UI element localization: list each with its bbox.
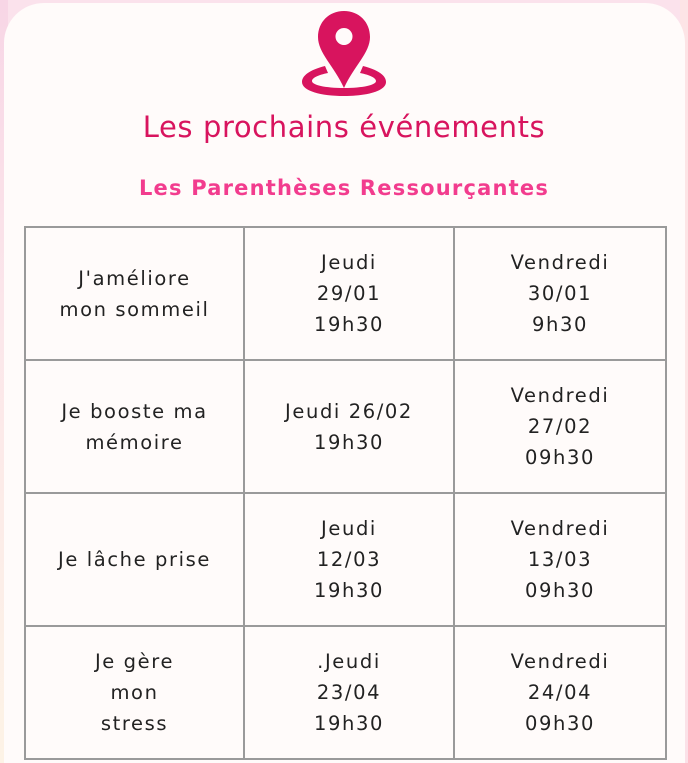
table-row xyxy=(25,493,666,626)
session-day: Vendredi xyxy=(510,650,610,673)
event-topic: J'améliore xyxy=(78,266,191,290)
event-topic: Je lâche prise xyxy=(58,548,211,571)
table-row xyxy=(25,626,666,759)
session-day-date: Jeudi 26/02 xyxy=(285,399,413,423)
session-date: 13/03 xyxy=(527,548,593,571)
session-cell-friday xyxy=(454,493,666,626)
events-table xyxy=(24,226,667,760)
session-cell-thursday xyxy=(244,626,454,759)
section-subtitle: Les Parenthèses Ressourçantes xyxy=(138,176,550,200)
session-time: 9h30 xyxy=(532,313,588,336)
event-topic-cell xyxy=(25,493,244,626)
event-topic: Je booste ma xyxy=(61,399,208,423)
event-topic: mon sommeil xyxy=(59,297,210,321)
map-pin-location-icon xyxy=(298,9,390,97)
session-date: 30/01 xyxy=(527,282,593,305)
session-time: 09h30 xyxy=(525,579,595,602)
table-row xyxy=(25,360,666,493)
session-date: 24/04 xyxy=(527,681,593,704)
session-day: Jeudi xyxy=(321,251,377,274)
session-day: Vendredi xyxy=(510,251,610,274)
session-cell-thursday xyxy=(244,360,454,493)
session-day: Jeudi xyxy=(321,517,377,540)
session-time: 19h30 xyxy=(314,430,384,454)
session-cell-thursday xyxy=(244,227,454,360)
table-row xyxy=(25,227,666,360)
session-date: 12/03 xyxy=(316,548,382,571)
event-topic-cell xyxy=(25,360,244,493)
page-title: Les prochains événements xyxy=(142,110,546,144)
session-day: Vendredi xyxy=(510,384,610,407)
session-time: 09h30 xyxy=(525,446,595,469)
session-time: 19h30 xyxy=(314,579,384,602)
session-cell-friday xyxy=(454,626,666,759)
session-date: 27/02 xyxy=(527,415,593,438)
session-time: 19h30 xyxy=(314,313,384,336)
session-time: 09h30 xyxy=(525,712,595,735)
event-topic-cell xyxy=(25,626,244,759)
session-date: 23/04 xyxy=(316,681,382,704)
event-topic-cell xyxy=(25,227,244,360)
event-topic: mémoire xyxy=(85,430,184,454)
event-topic: stress xyxy=(100,712,169,735)
event-topic: Je gère xyxy=(94,650,175,673)
session-day: .Jeudi xyxy=(317,650,381,673)
session-cell-friday xyxy=(454,227,666,360)
event-topic: mon xyxy=(110,681,159,704)
session-date: 29/01 xyxy=(316,282,382,305)
session-cell-thursday xyxy=(244,493,454,626)
session-time: 19h30 xyxy=(314,712,384,735)
session-cell-friday xyxy=(454,360,666,493)
session-day: Vendredi xyxy=(510,517,610,540)
